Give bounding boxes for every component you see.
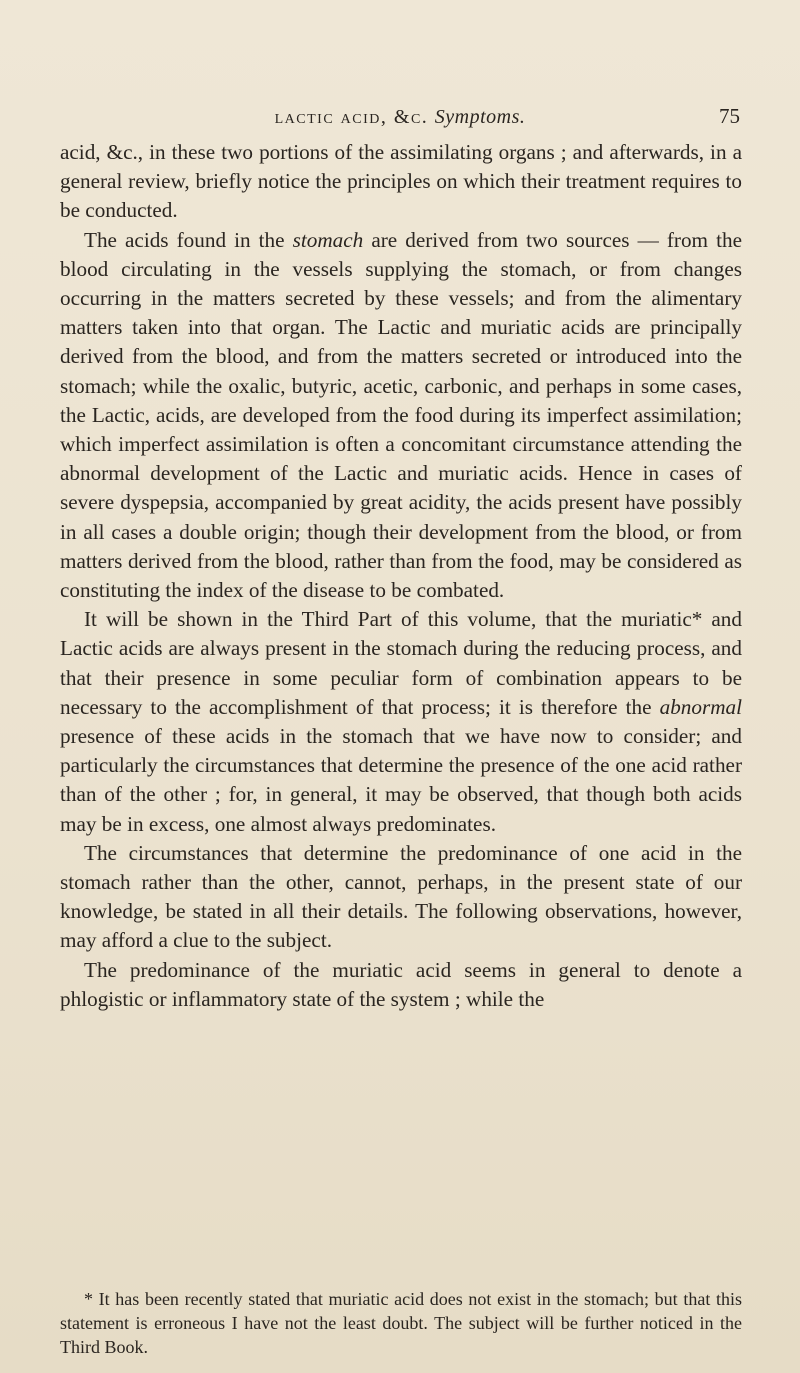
- footnote-text: * It has been recently stated that muriatic acid does not exist in the stomach; but that this statement is erroneous I have not the least doubt. The subject will be further noticed in the Third Book.: [60, 1289, 742, 1357]
- paragraph-3-text-a: It will be shown in the Third Part of this volume, that the muriatic* and Lactic acids are always present in the stomach during the reducing process, and that their presence in some peculiar form of combination appears to be necessary to the accomplishment of that process; it is therefore the: [60, 607, 742, 719]
- footnote: [60, 1287, 742, 1359]
- paragraph-2-text-a: The acids found in the: [84, 227, 293, 252]
- paragraph-4: The circumstances that determine the predominance of one acid in the stomach rather than the other, cannot, perhaps, in the present state of our knowledge, be stated in all their details. The following observations, however, may afford a clue to the subject.: [60, 840, 742, 953]
- paragraph-3-emphasis: abnormal: [659, 694, 742, 719]
- page-number: 75: [719, 104, 740, 128]
- paragraph-1: acid, &c., in these two portions of the assimilating organs ; and afterwards, in a general review, briefly notice the principles on which their treatment requires to be conducted.: [60, 140, 742, 223]
- paragraph-2-emphasis: stomach: [292, 227, 364, 252]
- running-head: [60, 106, 740, 129]
- page-header: [60, 102, 740, 132]
- paragraph-3-text-b: presence of these acids in the stomach that we have now to consider; and particularly the circumstances that determine the presence of the one acid rather than of the other ; for, in general, it may be observed, that though both acids may be in excess, one almost always predominates.: [60, 724, 742, 836]
- running-head-section: Symptoms.: [434, 106, 526, 128]
- body-text: [60, 138, 742, 1014]
- paragraph-2: [60, 226, 742, 606]
- running-head-title: lactic acid, &c.: [274, 106, 429, 128]
- paragraph-2-text-b: are derived from two sources — from the blood circulating in the vessels supplying the stomach, or from changes occurring in the matters secreted by these vessels; and from the alimentary matters taken into that organ. The Lactic and muriatic acids are principally derived from the blood, and from the matters secreted or introduced into the stomach; while the oxalic, butyric, acetic, carbonic, and perhaps in some cases, the Lactic, acids, are developed from the food during its imperfect assimilation; which imperfect assimilation is often a concomitant circumstance attending the abnormal development of the Lactic and muriatic acids. Hence in cases of severe dyspepsia, accompanied by great acidity, the acids present have possibly in all cases a double origin; though their development from the blood, or from matters derived from the blood, rather than from the food, may be considered as constituting the index of the disease to be combated.: [60, 227, 742, 603]
- paragraph-5: The predominance of the muriatic acid seems in general to denote a phlogistic or inflammatory state of the system ; while the: [60, 957, 742, 1011]
- paragraph-3: [60, 605, 742, 839]
